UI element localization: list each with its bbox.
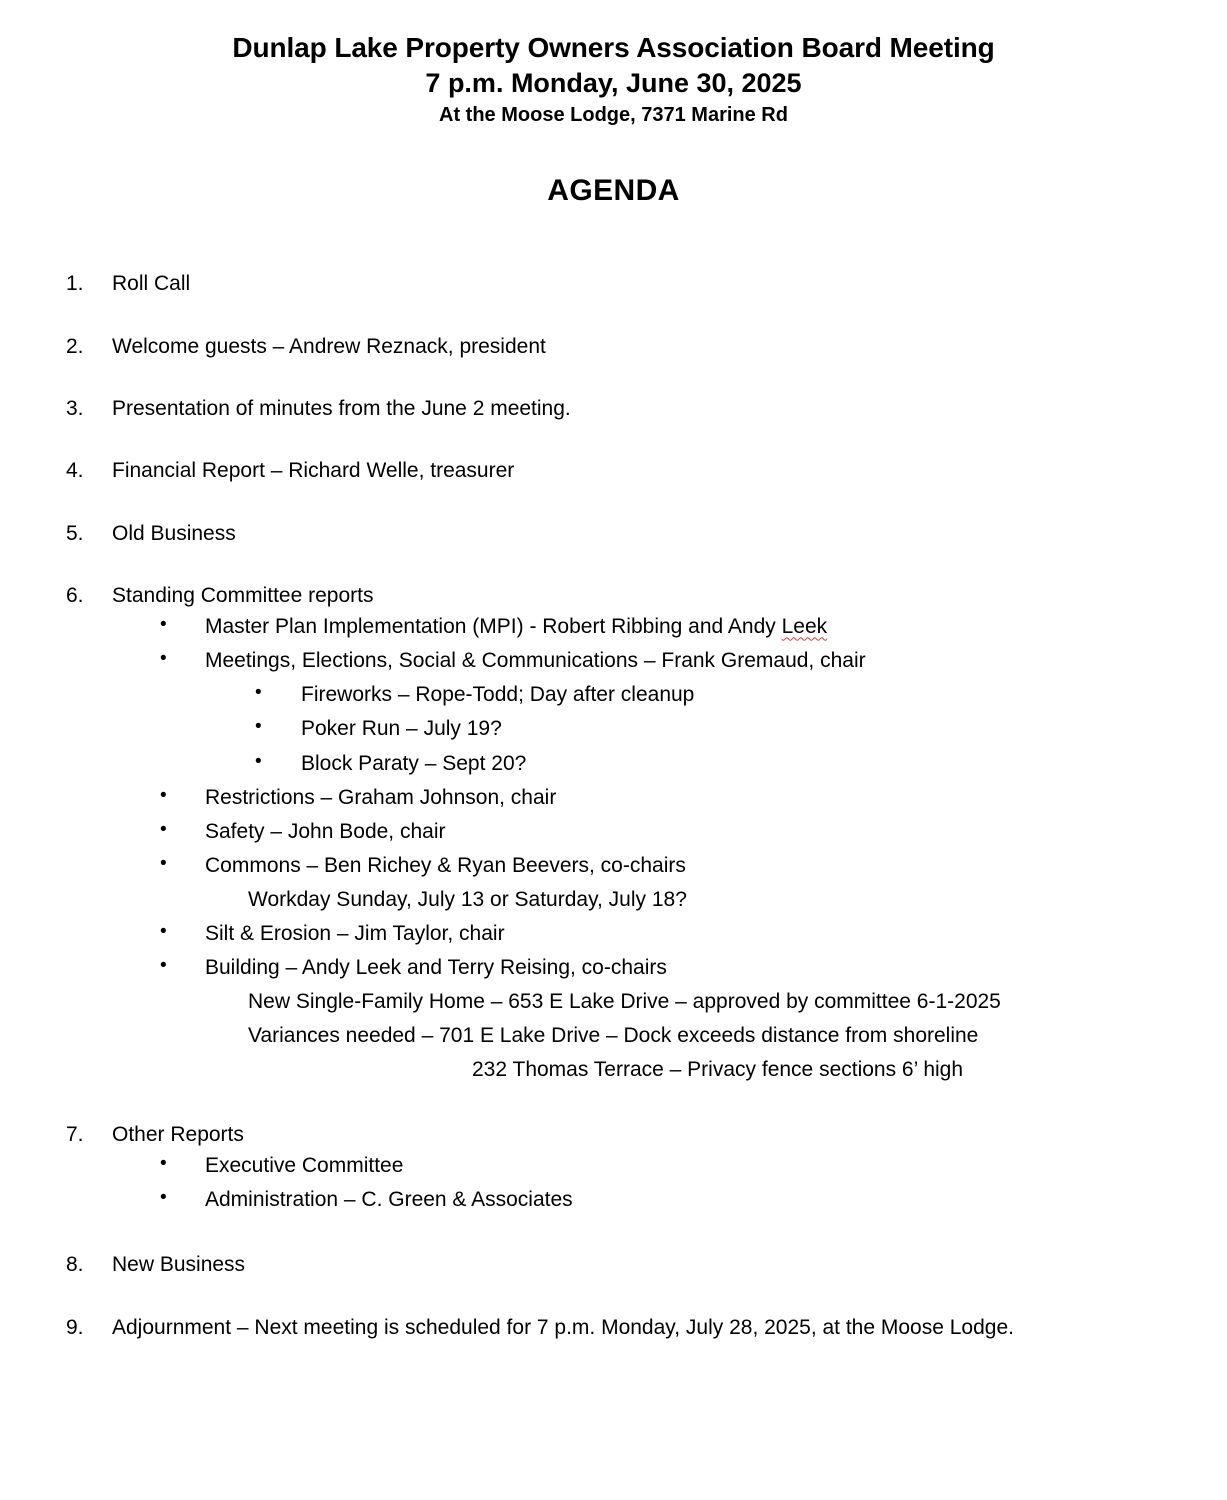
bullet-icon: • — [160, 614, 167, 636]
restrictions-label: Restrictions – Graham Johnson, chair — [205, 785, 557, 809]
agenda-item-4-number: 4. — [66, 459, 84, 483]
bullet-icon: • — [160, 1153, 167, 1174]
silt-erosion-label: Silt & Erosion – Jim Taylor, chair — [205, 921, 505, 945]
block-party-label: Block Paraty – Sept 20? — [301, 751, 527, 775]
agenda-item-9 — [0, 1313, 1227, 1343]
executive-committee-label: Executive Committee — [205, 1154, 404, 1177]
agenda-item-1-number: 1. — [66, 272, 84, 296]
bullet-icon: • — [160, 852, 167, 874]
agenda-item-7-label: Other Reports — [112, 1122, 244, 1146]
agenda-item-7 — [0, 1121, 1227, 1149]
agenda-item-4 — [0, 457, 1227, 485]
agenda-item-1 — [0, 270, 1227, 298]
bullet-icon: • — [160, 954, 167, 976]
agenda-item-5 — [0, 520, 1227, 548]
agenda-item-8-label: New Business — [112, 1253, 246, 1277]
mpi-label: Master Plan Implementation (MPI) - Robert Ribbing and Andy — [205, 615, 782, 639]
agenda-item-5-number: 5. — [66, 521, 84, 545]
bullet-icon: • — [160, 648, 167, 670]
agenda-item-3-label: Presentation of minutes from the June 2 meeting. — [112, 397, 571, 421]
list-item — [0, 1183, 1227, 1217]
list-item — [0, 815, 1227, 849]
page-title: Dunlap Lake Property Owners Association Board Meeting — [232, 32, 995, 63]
list-item — [0, 1149, 1227, 1183]
spacer — [0, 299, 1227, 333]
building-note-variance-dock: Variances needed – 701 E Lake Drive – Dock exceeds distance from shoreline — [248, 1023, 979, 1047]
spacer — [0, 548, 1227, 582]
spacer — [0, 486, 1227, 520]
list-item — [0, 712, 1227, 746]
list-item — [0, 678, 1227, 712]
list-item — [0, 917, 1227, 951]
agenda-item-7-number: 7. — [66, 1122, 84, 1146]
bullet-icon: • — [160, 818, 167, 840]
agenda-heading: AGENDA — [547, 174, 680, 208]
spacer — [0, 1087, 1227, 1121]
agenda-item-4-label: Financial Report – Richard Welle, treasurer — [112, 459, 515, 483]
agenda-item-2-label: Welcome guests – Andrew Reznack, president — [112, 334, 546, 358]
bullet-icon: • — [255, 682, 262, 704]
agenda-item-2-number: 2. — [66, 334, 84, 358]
bullet-icon: • — [255, 716, 262, 738]
list-item — [0, 951, 1227, 985]
spacer — [0, 361, 1227, 395]
building-label: Building – Andy Leek and Terry Reising, co-chairs — [205, 955, 667, 979]
commons-workday-note: Workday Sunday, July 13 or Saturday, July 18? — [248, 887, 687, 911]
agenda-item-2 — [0, 333, 1227, 361]
safety-label: Safety – John Bode, chair — [205, 819, 446, 843]
agenda-item-9-number: 9. — [66, 1316, 84, 1340]
agenda-item-6-number: 6. — [66, 584, 84, 608]
list-item — [0, 747, 1227, 781]
agenda-item-8-number: 8. — [66, 1253, 84, 1277]
list-item — [0, 610, 1227, 644]
spacer — [0, 1217, 1227, 1251]
other-reports-sublist — [0, 1149, 1227, 1217]
bullet-icon: • — [255, 750, 262, 772]
bullet-icon: • — [160, 920, 167, 942]
administration-label: Administration – C. Green & Associates — [205, 1188, 573, 1212]
bullet-icon: • — [160, 1187, 167, 1209]
fireworks-label: Fireworks – Rope-Todd; Day after cleanup — [301, 683, 695, 707]
agenda-item-6 — [0, 582, 1227, 610]
meeting-datetime: 7 p.m. Monday, June 30, 2025 — [425, 67, 802, 98]
agenda-item-9-label: Adjournment – Next meeting is scheduled for 7 p.m. Monday, July 28, 2025, at the Moose Lodge. — [112, 1316, 1014, 1340]
agenda-item-5-label: Old Business — [112, 521, 236, 545]
agenda-item-3-number: 3. — [66, 397, 84, 421]
spacer — [0, 423, 1227, 457]
spacer — [0, 1279, 1227, 1313]
mesc-label: Meetings, Elections, Social & Communications – Frank Gremaud, chair — [205, 649, 866, 673]
agenda-item-3 — [0, 395, 1227, 423]
building-note-new-home: New Single-Family Home – 653 E Lake Drive – approved by committee 6-1-2025 — [248, 989, 1001, 1013]
list-item — [0, 849, 1227, 883]
agenda-item-1-label: Roll Call — [112, 272, 191, 296]
building-note-variance-fence: 232 Thomas Terrace – Privacy fence sections 6’ high — [472, 1057, 964, 1081]
standing-committee-sublist — [0, 610, 1227, 1086]
document-header — [0, 0, 1227, 128]
list-item — [0, 781, 1227, 815]
poker-run-label: Poker Run – July 19? — [301, 717, 502, 741]
agenda-list — [0, 270, 1227, 1343]
commons-label: Commons – Ben Richey & Ryan Beevers, co-chairs — [205, 853, 686, 877]
meeting-location: At the Moose Lodge, 7371 Marine Rd — [439, 104, 788, 127]
mpi-name-misspelled: Leek — [781, 615, 828, 639]
list-item — [0, 644, 1227, 678]
agenda-item-8 — [0, 1251, 1227, 1279]
bullet-icon: • — [160, 784, 167, 806]
agenda-item-6-label: Standing Committee reports — [112, 584, 374, 608]
